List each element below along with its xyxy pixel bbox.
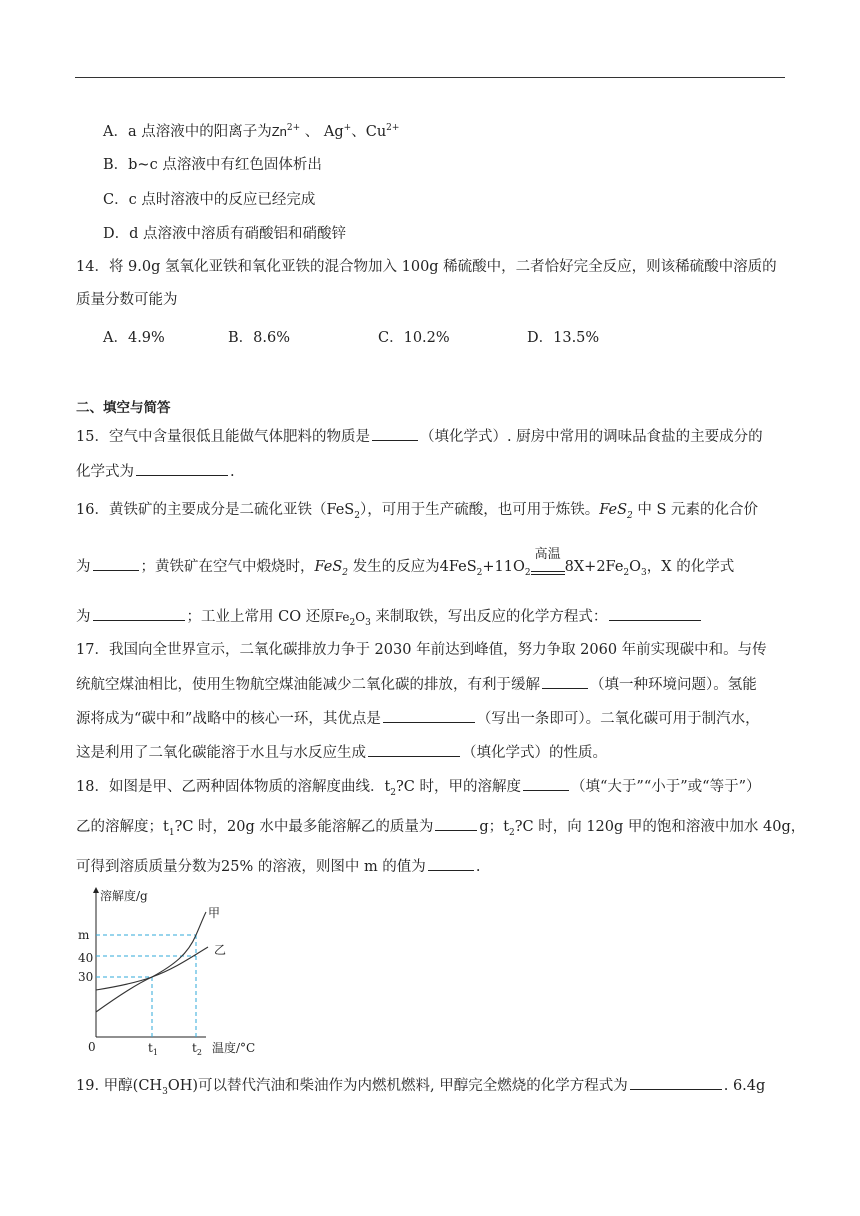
curve-jia [96,912,206,1012]
q14-option-a: A．4.9% [103,330,165,346]
q18-blank-3[interactable] [428,856,474,871]
q13-option-c: C．c 点时溶液中的反应已经完成 [103,192,316,208]
x-tick-t1: $t_1$ [148,1041,158,1057]
header-rule [75,77,785,78]
q16-blank-2[interactable] [93,606,185,621]
q18-blank-1[interactable] [523,776,569,791]
section-heading: 二、填空与简答 [76,400,171,416]
q13-option-d: D．d 点溶液中溶质有硝酸铝和硝酸锌 [103,226,347,242]
origin-label: 0 [88,1040,96,1054]
y-tick-m: m [78,928,90,942]
series-label-yi: 乙 [214,943,227,957]
q17-blank-1[interactable] [542,674,588,689]
reaction-condition: 高温 [531,563,565,583]
q13-option-a: A．a 点溶液中的阳离子为$Zn^{2+}$ 、 Ag+、$Cu^{2+}$ [103,123,400,140]
q16-blank-1[interactable] [93,556,139,571]
q13-option-b: B．b~c 点溶液中有红色固体析出 [103,157,322,173]
q17-line1: 17．我国向全世界宣示，二氧化碳排放力争于 2030 年前达到峰值，努力争取 2060 年前实现碳中和。与传 [76,642,767,658]
q16-line2: 为 ；黄铁矿在空气中煅烧时，FeS$_2$ 发生的反应为$4FeS_2+11O_2$ 高温 $8X+2Fe_2O_3$，X 的化学式 [76,556,734,583]
q16-equation: $4FeS_2+11O_2$ 高温 $8X+2Fe_2O_3$ [440,559,647,575]
q14-option-d: D．13.5% [527,330,600,346]
q14-option-c: C．10.2% [378,330,450,346]
q16-line3: 为 ；工业上常用 CO 还原$Fe_2O_3$ 来制取铁，写出反应的化学方程式： [76,606,703,633]
q18-blank-2[interactable] [435,816,477,831]
q18-line3: 可得到溶质质量分数为25% 的溶液，则图中 m 的值为 . [76,856,480,877]
q17-blank-3[interactable] [368,742,460,757]
q15-blank-1[interactable] [372,426,418,441]
y-axis-label: 溶解度/g [100,889,148,903]
q15-line1: 15．空气中含量很低且能做气体肥料的物质是 （填化学式）. 厨房中常用的调味品食盐的主要成分的 [76,426,763,447]
q17-line3: 源将成为“碳中和”战略中的核心一环，其优点是 （写出一条即可）。二氧化碳可用于制汽水， [76,708,760,729]
x-axis-label: 温度/°C [212,1041,256,1055]
q16-blank-3[interactable] [609,606,701,621]
q16-line1: 16．黄铁矿的主要成分是二硫化亚铁（FeS$_2$），可用于生产硫酸，也可用于炼铁。FeS$_2$ 中 S 元素的化合价 [76,502,759,521]
q14-option-b: B．8.6% [228,330,290,346]
x-tick-t2: $t_2$ [192,1041,202,1057]
q14-stem-line2: 质量分数可能为 [76,292,178,308]
q17-blank-2[interactable] [383,708,475,723]
series-label-jia: 甲 [208,906,221,920]
curve-yi [96,947,208,990]
q15-line2: 化学式为 . [76,461,235,482]
q15-blank-2[interactable] [136,461,228,476]
q14-stem-line1: 14．将 9.0g 氢氧化亚铁和氧化亚铁的混合物加入 100g 稀硫酸中，二者恰好完全反应，则该稀硫酸中溶质的 [76,259,777,275]
q17-line2: 统航空煤油相比，使用生物航空煤油能减少二氧化碳的排放，有利于缓解 （填一种环境问题）。氢能 [76,674,757,695]
q17-line4: 这是利用了二氧化碳能溶于水且与水反应生成 （填化学式）的性质。 [76,742,607,763]
y-tick-40: 40 [78,951,94,965]
q18-line2: 乙的溶解度；$t_1?C$ 时，20g 水中最多能溶解乙的质量为 g；$t_2?C$ 时，向 120g 甲的饱和溶液中加水 40g， [76,816,805,843]
q19-blank-1[interactable] [630,1075,722,1090]
y-tick-30: 30 [78,970,94,984]
q18-line1: 18．如图是甲、乙两种固体物质的溶解度曲线．$t_2?C$ 时，甲的溶解度 （填“大于”“小于”或“等于”） [76,776,760,803]
q19-line1: 19. 甲醇$(CH_3OH)$可以替代汽油和柴油作为内燃机燃料, 甲醇完全燃烧的化学方程式为 . 6.4g [76,1075,765,1102]
solubility-chart [78,882,276,1057]
